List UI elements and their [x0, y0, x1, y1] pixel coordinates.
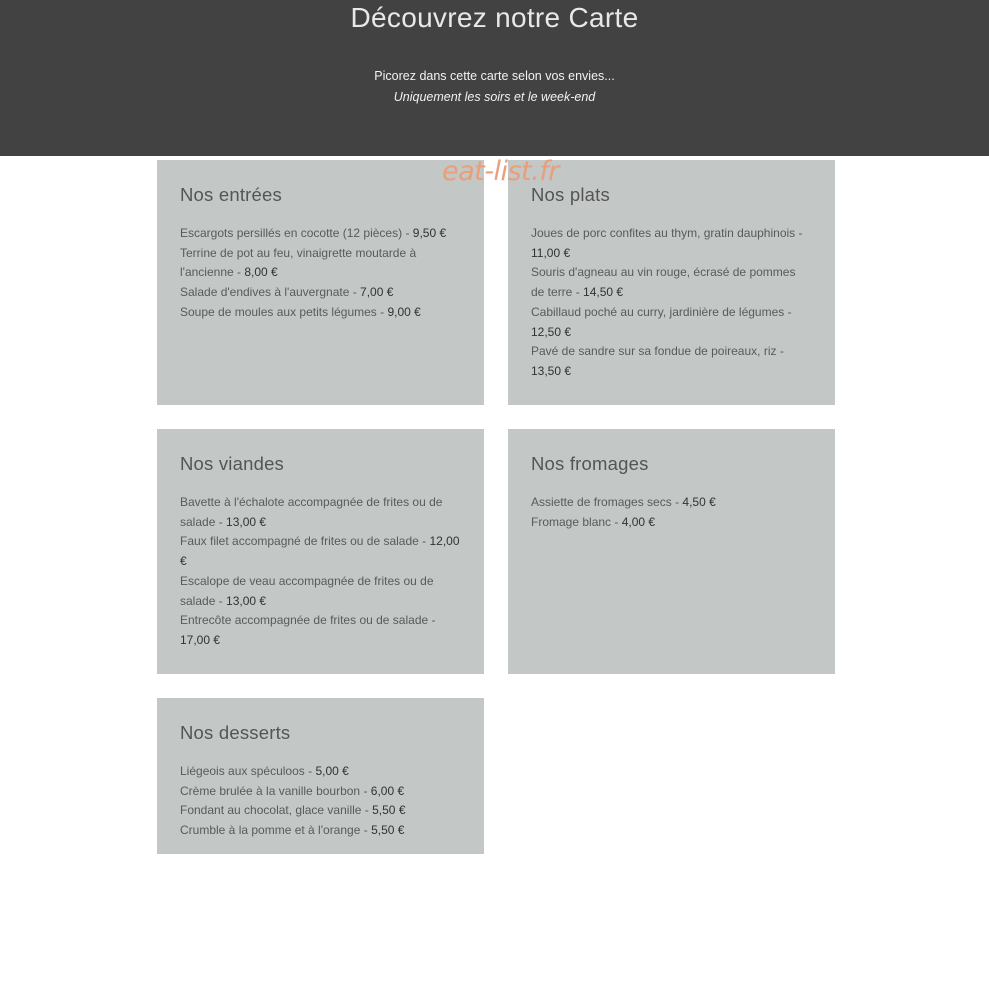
- menu-section-desserts: [157, 698, 484, 854]
- menu-item-price: 6,00 €: [370, 783, 405, 798]
- menu-item: Bavette à l'échalote accompagnée de frites ou de salade - 13,00 €: [180, 495, 443, 529]
- menu-list: [180, 224, 461, 323]
- watermark: eat-list.fr: [442, 156, 559, 187]
- menu-item-name: Pavé de sandre sur sa fondue de poireaux, riz: [531, 344, 777, 359]
- menu-list: [180, 493, 461, 651]
- menu-section-fromages: [508, 429, 835, 674]
- section-title: Nos desserts: [180, 722, 291, 743]
- menu-item: Terrine de pot au feu, vinaigrette moutarde à l'ancienne - 8,00 €: [180, 245, 417, 280]
- menu-list: [531, 224, 812, 382]
- menu-item-name: Faux filet accompagné de frites ou de salade: [180, 534, 419, 549]
- menu-section-entrees: [157, 160, 484, 405]
- menu-item-name: Fondant au chocolat, glace vanille: [180, 803, 362, 818]
- menu-item-price: 13,00 €: [226, 593, 267, 608]
- menu-item-price: 11,00 €: [531, 245, 571, 260]
- menu-item: Fromage blanc - 4,00 €: [531, 514, 656, 529]
- menu-item-name: Assiette de fromages secs: [531, 495, 672, 509]
- menu-item: Liégeois aux spéculoos - 5,00 €: [180, 764, 349, 778]
- menu-item-price: 7,00 €: [360, 285, 394, 300]
- menu-item: Souris d'agneau au vin rouge, écrasé de pommes de terre - 14,50 €: [531, 265, 796, 300]
- section-title: Nos fromages: [531, 453, 649, 474]
- menu-item-name: Soupe de moules aux petits légumes: [180, 304, 377, 319]
- page-header: [0, 0, 989, 156]
- menu-item: Escargots persillés en cocotte (12 pièces) - 9,50 €: [180, 226, 447, 240]
- menu-item-price: 5,50 €: [371, 823, 405, 838]
- menu-item: Crumble à la pomme et à l'orange - 5,50 €: [180, 823, 405, 838]
- menu-item-price: 5,50 €: [372, 803, 406, 818]
- menu-item-name: Cabillaud poché au curry, jardinière de légumes: [531, 304, 785, 319]
- menu-item-name: Joues de porc confites au thym, gratin dauphinois: [531, 226, 796, 240]
- page-note: Uniquement les soirs et le week-end: [393, 90, 596, 104]
- menu-item-price: 8,00 €: [244, 265, 278, 280]
- menu-section-plats: [508, 160, 835, 405]
- menu-item: Cabillaud poché au curry, jardinière de légumes - 12,50 €: [531, 304, 792, 339]
- menu-item-name: Escargots persillés en cocotte (12 pièces): [180, 226, 403, 240]
- menu-item-price: 9,50 €: [412, 226, 447, 240]
- menu-section-viandes: [157, 429, 484, 674]
- menu-list: [180, 762, 461, 841]
- section-title: Nos viandes: [180, 453, 285, 474]
- menu-item-price: 14,50 €: [583, 285, 624, 300]
- menu-item: Entrecôte accompagnée de frites ou de salade - 17,00 €: [180, 613, 436, 647]
- menu-item: Faux filet accompagné de frites ou de salade - 12,00 €: [180, 534, 460, 569]
- menu-item-price: 5,00 €: [315, 764, 349, 778]
- menu-item-name: Terrine de pot au feu, vinaigrette moutarde à l'ancienne: [180, 245, 417, 280]
- page-subtitle: Picorez dans cette carte selon vos envies...: [374, 69, 615, 83]
- menu-list: [531, 493, 812, 532]
- menu-item: Soupe de moules aux petits légumes - 9,00 €: [180, 304, 421, 319]
- menu-item-name: Crumble à la pomme et à l'orange: [180, 823, 361, 838]
- menu-item-price: 13,50 €: [531, 363, 572, 378]
- menu-item-name: Fromage blanc: [531, 514, 612, 529]
- menu-item-name: Souris d'agneau au vin rouge, écrasé de pommes de terre: [531, 265, 796, 300]
- menu-item-price: 17,00 €: [180, 632, 221, 647]
- menu-item: Fondant au chocolat, glace vanille - 5,50 €: [180, 803, 406, 818]
- menu-item-price: 4,50 €: [682, 495, 716, 509]
- menu-item-name: Salade d'endives à l'auvergnate: [180, 285, 350, 300]
- menu-item: Escalope de veau accompagnée de frites ou de salade - 13,00 €: [180, 573, 434, 608]
- menu-item: Joues de porc confites au thym, gratin dauphinois - 11,00 €: [531, 226, 803, 260]
- page-title: Découvrez notre Carte: [350, 2, 639, 33]
- menu-item: Pavé de sandre sur sa fondue de poireaux, riz - 13,50 €: [531, 344, 784, 378]
- menu-item: Salade d'endives à l'auvergnate - 7,00 €: [180, 285, 394, 300]
- section-title: Nos entrées: [180, 184, 282, 205]
- menu-item-name: Bavette à l'échalote accompagnée de frites ou de salade: [180, 495, 443, 529]
- menu-item-name: Entrecôte accompagnée de frites ou de salade: [180, 613, 429, 628]
- menu-item-price: 9,00 €: [387, 304, 421, 319]
- menu-item-price: 12,50 €: [531, 324, 572, 339]
- menu-item-name: Escalope de veau accompagnée de frites ou de salade: [180, 573, 434, 608]
- menu-item-price: 4,00 €: [621, 514, 656, 529]
- menu-item-name: Liégeois aux spéculoos: [180, 764, 305, 778]
- menu-item-price: 13,00 €: [226, 514, 267, 529]
- section-title: Nos plats: [531, 184, 610, 205]
- menu-item-name: Crème brulée à la vanille bourbon: [180, 783, 361, 798]
- menu-item-price: 12,00 €: [180, 534, 460, 569]
- menu-item: Crème brulée à la vanille bourbon - 6,00 €: [180, 783, 405, 798]
- menu-item: Assiette de fromages secs - 4,50 €: [531, 495, 716, 509]
